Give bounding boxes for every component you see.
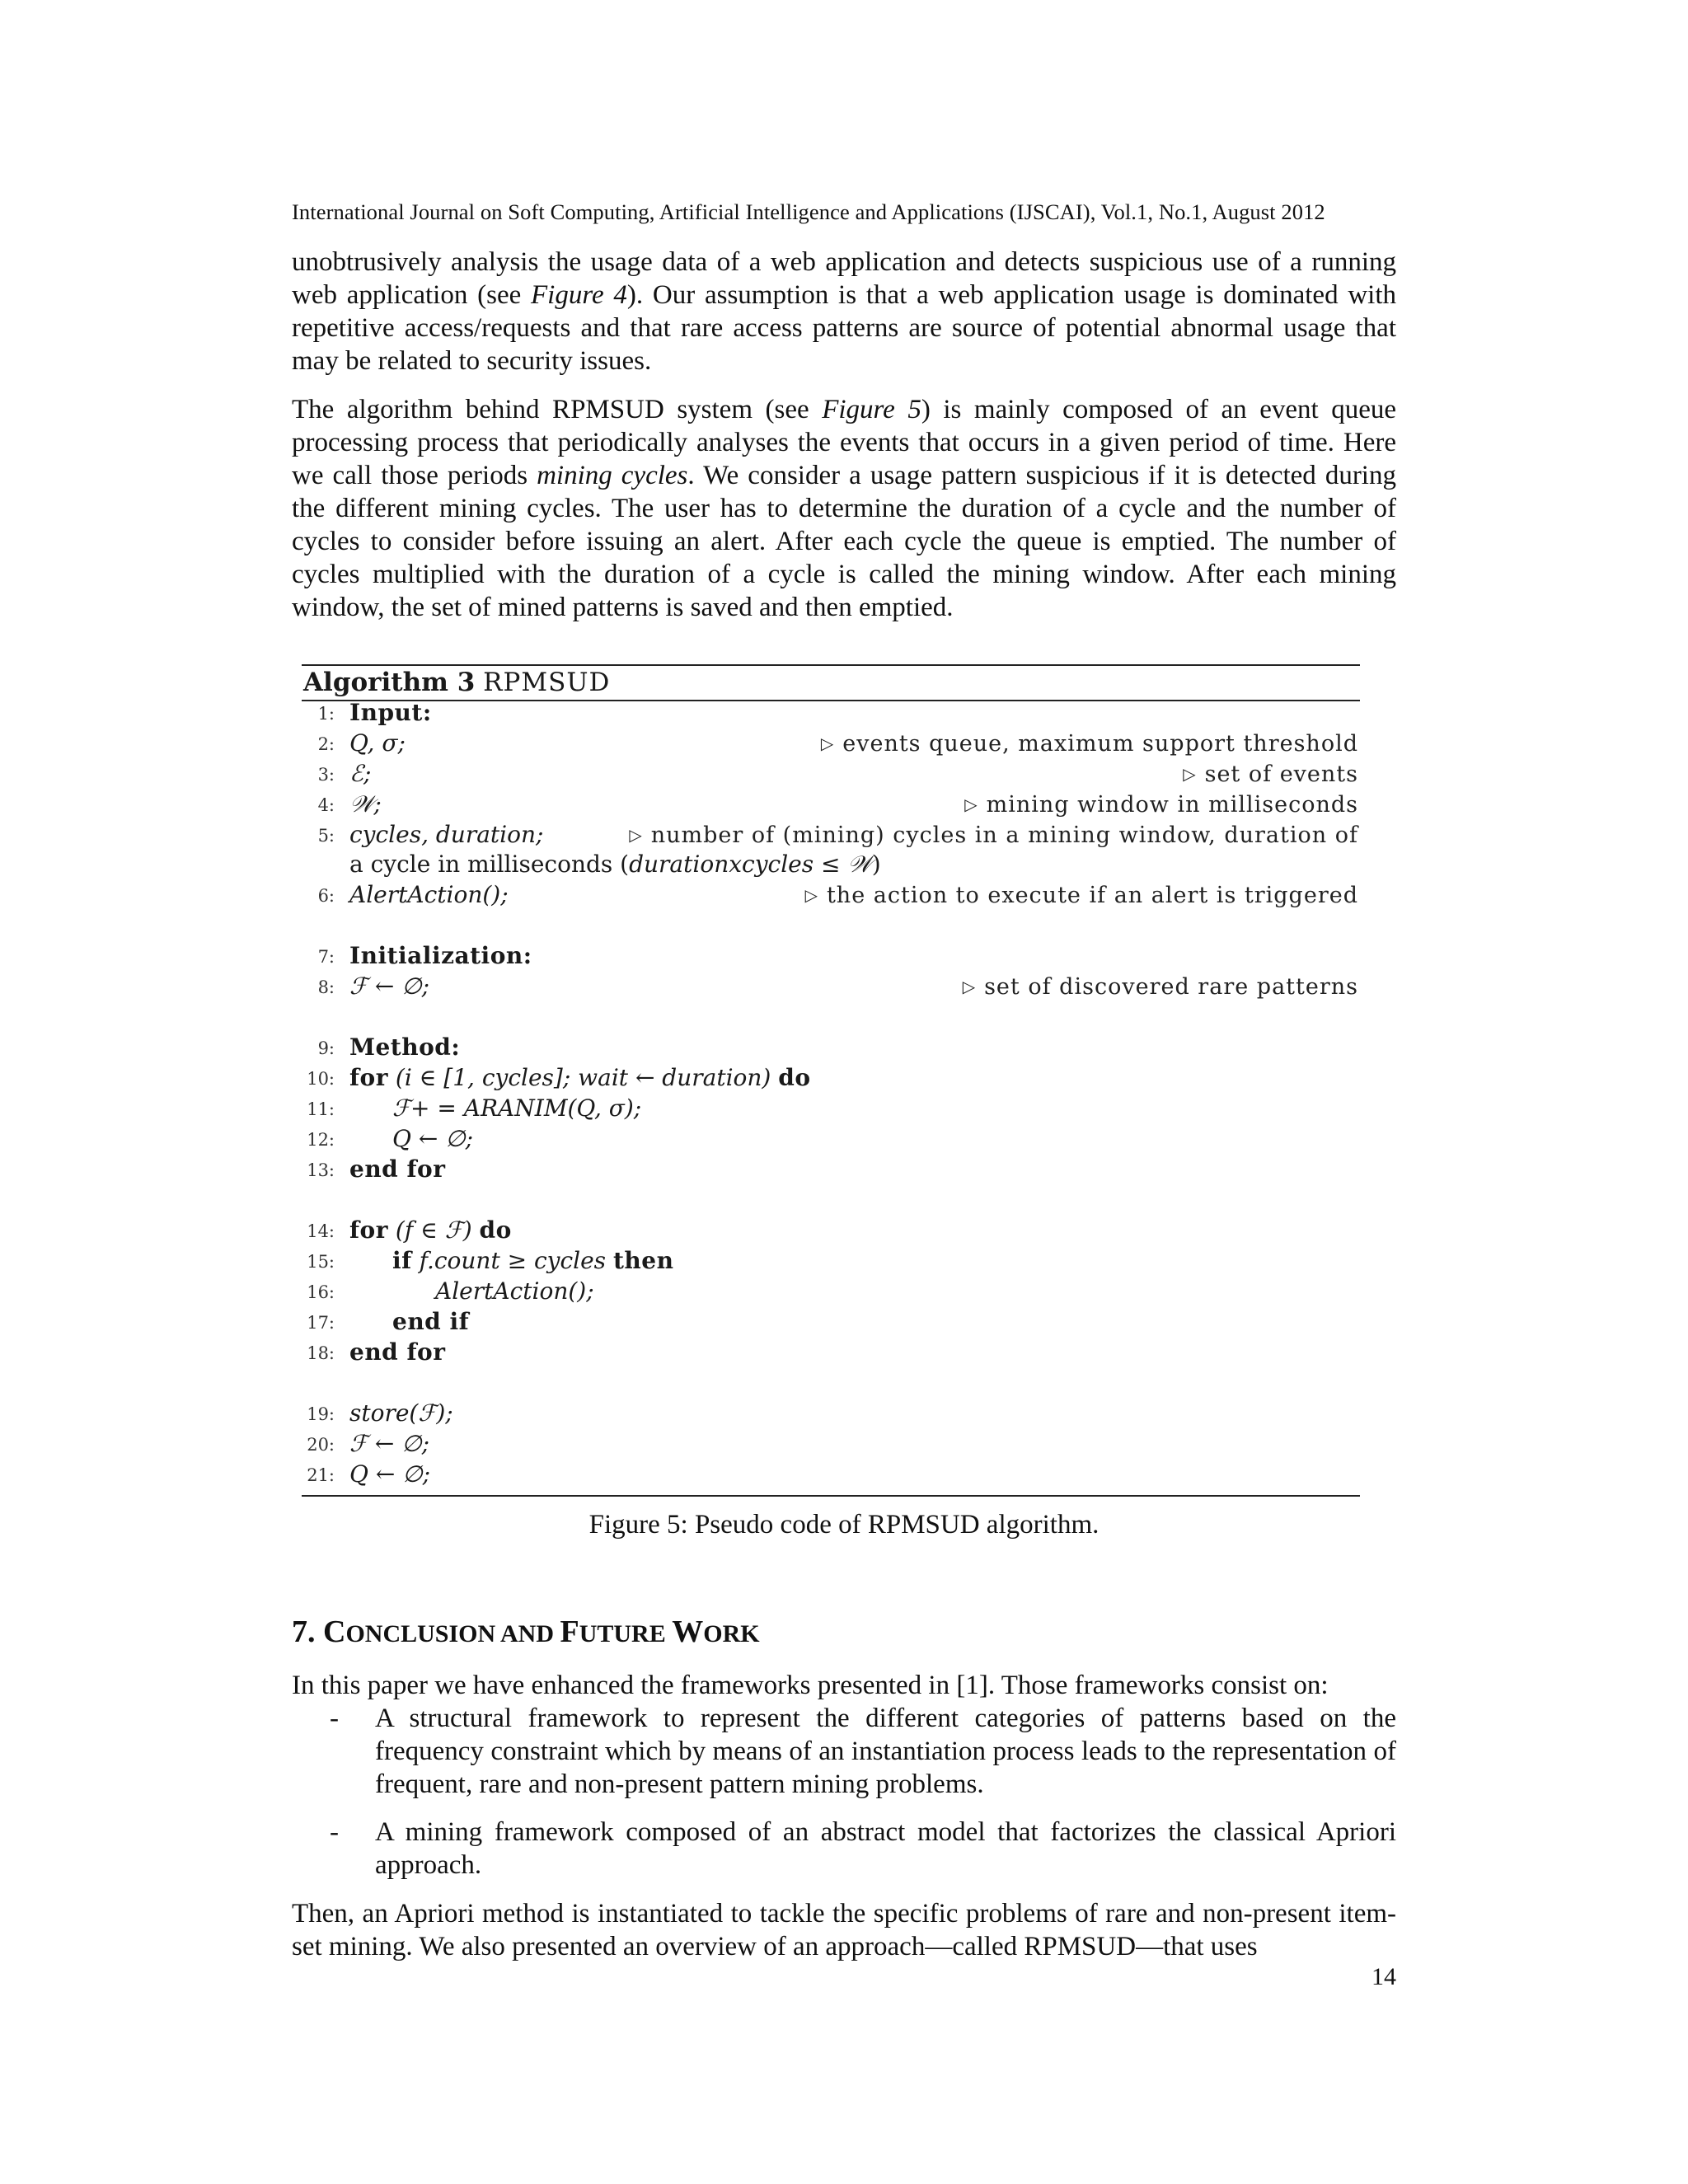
algorithm-line [302, 821, 1360, 851]
list-item-text: A mining framework composed of an abstract model that factorizes the classical Apriori approach. [375, 1817, 1396, 1880]
algorithm-line [302, 972, 1360, 1003]
paragraph-intro: unobtrusively analysis the usage data of a web application and detects suspicious use of a running web application (see Figure 4). Our assumption is that a web application usage is dominated with repetitive access/requests and that rare access patterns are source of potential abnormal usage that may be related to security issues. [292, 247, 1397, 376]
line-number: 1: [317, 704, 335, 724]
algorithm-line [302, 1094, 1360, 1125]
algorithm-line [302, 1125, 1360, 1155]
line-comment: ▷ mining window in milliseconds [964, 792, 1358, 818]
figure-4-reference: Figure 4 [531, 280, 627, 310]
line-code: AlertAction(); [435, 1277, 594, 1305]
list-item-text: A structural framework to represent the different categories of patterns based on the frequency constraint which by means of an instantiation process leads to the representation of frequent, rare and non-present pattern mining problems. [375, 1704, 1396, 1799]
line-number: 7: [317, 947, 335, 967]
line-code: for (f ∈ ℱ) do [349, 1216, 512, 1244]
algorithm-line [302, 851, 1360, 881]
line-code: ℱ ← ∅; [349, 972, 430, 1000]
line-number: 3: [317, 765, 335, 785]
algorithm-line [302, 1338, 1360, 1369]
journal-header: International Journal on Soft Computing, Artificial Intelligence and Applications (IJSCAI), Vol.1, No.1, August 2012 [292, 199, 1325, 224]
line-code: Q ← ∅; [349, 1460, 431, 1488]
algorithm-top-rule [302, 664, 1360, 666]
algorithm-line [302, 942, 1360, 972]
algorithm-line [302, 729, 1360, 760]
figure-caption: Figure 5: Pseudo code of RPMSUD algorithm. [588, 1510, 1100, 1540]
algorithm-line [302, 1277, 1360, 1308]
figure-5-reference: Figure 5 [822, 395, 921, 424]
algorithm-line [302, 1399, 1360, 1430]
algorithm-line [302, 1155, 1360, 1186]
paragraph-conclusion: In this paper we have enhanced the frameworks presented in [1]. Those frameworks consist on: [292, 1671, 1329, 1700]
line-number: 19: [307, 1404, 335, 1424]
algorithm-line [302, 1247, 1360, 1277]
page-number: 14 [1372, 1963, 1396, 1990]
algorithm-bottom-rule [302, 1495, 1360, 1497]
line-code: ℱ+ = ARANIM(Q, σ); [392, 1094, 642, 1122]
algorithm-line [302, 760, 1360, 790]
line-number: 21: [307, 1465, 335, 1485]
line-number: 12: [307, 1130, 335, 1150]
line-code: Initialization: [349, 942, 532, 969]
section-heading: 7. CONCLUSION AND FUTURE WORK [292, 1615, 760, 1649]
line-number: 4: [317, 795, 335, 815]
list-item: - A mining framework composed of an abstract model that factorizes the classical Apriori approach. [330, 1817, 1396, 1880]
line-code: Q, σ; [349, 729, 406, 757]
line-number: 15: [307, 1252, 335, 1272]
line-number: 11: [307, 1099, 335, 1119]
line-comment: ▷ number of (mining) cycles in a mining window, duration of [629, 823, 1358, 848]
line-number: 9: [317, 1038, 335, 1058]
list-item: - A structural framework to represent the different categories of patterns based on the frequency constraint which by means of an instantiation process leads to the representation of frequent, rare and non-present pattern mining problems. [330, 1704, 1396, 1799]
line-code: for (i ∈ [1, cycles]; wait ← duration) do [349, 1064, 811, 1091]
line-comment: ▷ set of events [1183, 762, 1358, 787]
algorithm-line [302, 1308, 1360, 1338]
line-number: 20: [307, 1435, 335, 1455]
line-code: AlertAction(); [349, 881, 509, 908]
algorithm-line [302, 881, 1360, 912]
line-number: 5: [317, 826, 335, 846]
line-number: 17: [307, 1313, 335, 1333]
line-code: a cycle in milliseconds (durationxcycles ≤ 𝒲) [349, 851, 881, 878]
line-number: 2: [317, 734, 335, 754]
line-code: if f.count ≥ cycles then [392, 1247, 674, 1274]
algorithm-line [302, 699, 1360, 729]
algorithm-title: Algorithm 3 RPMSUD [303, 668, 611, 697]
line-number: 16: [307, 1282, 335, 1302]
line-number: 13: [307, 1160, 335, 1180]
line-code: 𝒲; [349, 790, 382, 818]
mining-cycles-term: mining cycles [537, 461, 688, 490]
paragraph-closing: Then, an Apriori method is instantiated to tackle the specific problems of rare and non-present item-set mining. We also presented an overview of an approach—called RPMSUD—that uses [292, 1899, 1396, 1961]
line-number: 18: [307, 1343, 335, 1363]
algorithm-line [302, 1064, 1360, 1094]
line-comment: ▷ events queue, maximum support threshold [820, 731, 1358, 757]
line-code: end for [349, 1338, 446, 1366]
algorithm-line [302, 1460, 1360, 1491]
line-code: Input: [349, 699, 432, 726]
line-number: 8: [317, 977, 335, 997]
line-code: ℰ; [349, 760, 372, 787]
line-code: store(ℱ); [349, 1399, 453, 1427]
line-code: Q ← ∅; [392, 1125, 474, 1152]
algorithm-line [302, 1033, 1360, 1064]
algorithm-line [302, 1430, 1360, 1460]
paragraph-algorithm-description: The algorithm behind RPMSUD system (see Figure 5) is mainly composed of an event queue processing process that periodically analyses the events that occurs in a given period of time. Here we call those periods mining cycles. We consider a usage pattern suspicious if it is detected during the different mining cycles. The user has to determine the duration of a cycle and the number of cycles to consider before issuing an alert. After each cycle the queue is emptied. The number of cycles multiplied with the duration of a cycle is called the mining window. After each mining window, the set of mined patterns is saved and then emptied. [292, 395, 1396, 622]
line-code: ℱ ← ∅; [349, 1430, 430, 1457]
line-number: 10: [307, 1069, 335, 1089]
line-number: 6: [317, 886, 335, 906]
line-comment: ▷ the action to execute if an alert is triggered [804, 883, 1358, 908]
line-number: 14: [307, 1221, 335, 1241]
line-code: cycles, duration; [349, 821, 544, 848]
line-comment: ▷ set of discovered rare patterns [962, 974, 1358, 1000]
line-code: end for [349, 1155, 446, 1183]
line-code: end if [392, 1308, 470, 1335]
line-code: Method: [349, 1033, 461, 1061]
algorithm-line [302, 1216, 1360, 1247]
algorithm-line [302, 790, 1360, 821]
